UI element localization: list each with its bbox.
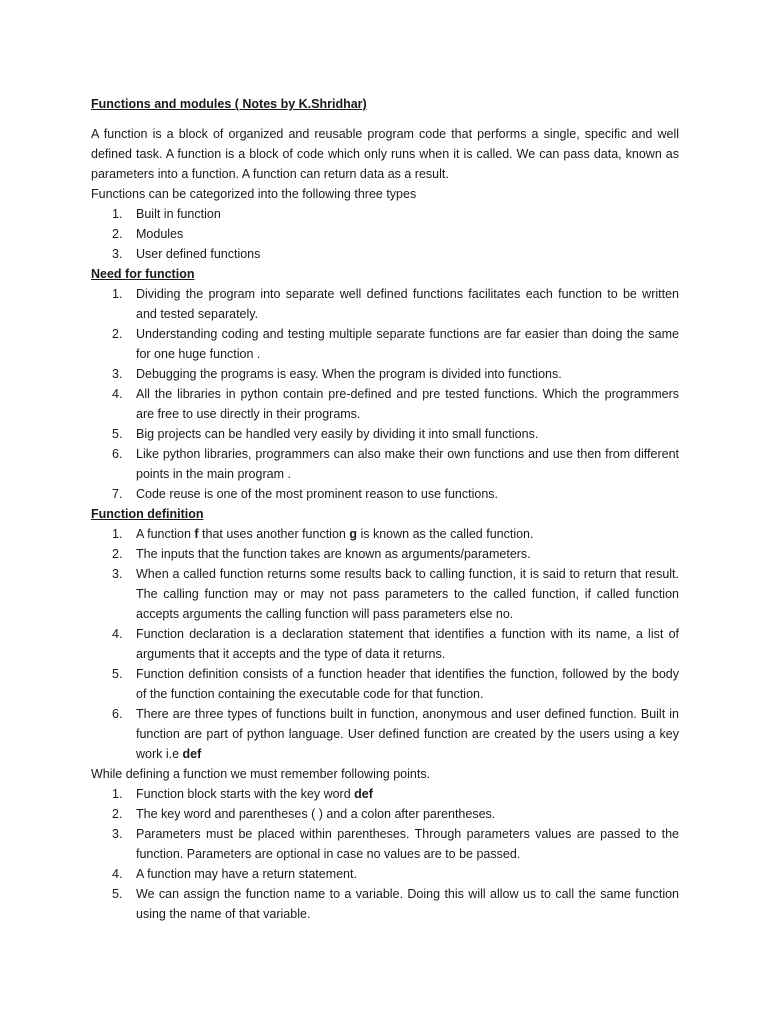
types-list <box>91 204 679 264</box>
list-item: 1. Built in function <box>112 207 221 221</box>
list-item: 3. User defined functions <box>112 247 261 261</box>
list-item: 4. A function may have a return statement. <box>112 867 357 881</box>
need-heading: Need for function <box>91 267 195 281</box>
list-item: 4. Function declaration is a declaration statement that identifies a function with its name, a list of arguments that it accepts and the type of data it returns. <box>112 627 679 661</box>
list-item: 6. Like python libraries, programmers can also make their own functions and use then from different points in the main program . <box>112 447 679 481</box>
need-list <box>91 284 679 504</box>
list-item: 7. Code reuse is one of the most prominent reason to use functions. <box>112 487 499 501</box>
list-item: 5. We can assign the function name to a variable. Doing this will allow us to call the same function using the name of that variable. <box>112 887 679 921</box>
list-item: 5. Function definition consists of a function header that identifies the function, followed by the body of the function containing the executable code for that function. <box>112 667 679 701</box>
list-item: 1. Dividing the program into separate well defined functions facilitates each function to be written and tested separately. <box>112 287 679 321</box>
types-intro: Functions can be categorized into the following three types <box>91 187 417 201</box>
list-item: 3. When a called function returns some results back to calling function, it is said to return that result. The calling function may or may not pass parameters to the called function, if called function accepts arguments the calling function will pass parameters else no. <box>112 567 679 621</box>
intro-paragraph: A function is a block of organized and reusable program code that performs a single, specific and well defined task. A function is a block of code which only runs when it is called. We can pass data, known as parameters into a function. A function can return data as a result. <box>91 127 679 181</box>
list-item: 4. All the libraries in python contain pre-defined and pre tested functions. Which the programmers are free to use directly in their programs. <box>112 387 679 421</box>
list-item: 1. Function block starts with the key word def <box>112 787 373 801</box>
definition-list <box>91 524 679 764</box>
list-item: 6. There are three types of functions built in function, anonymous and user defined function. Built in function are part of python language. User defined function are created by the users using a key work i.e def <box>112 707 679 761</box>
list-item: 1. A function f that uses another function g is known as the called function. <box>112 527 534 541</box>
list-item: 2. Understanding coding and testing multiple separate functions are far easier than doing the same for one huge function . <box>112 327 679 361</box>
list-item: 5. Big projects can be handled very easily by dividing it into small functions. <box>112 427 539 441</box>
document-page <box>91 94 679 924</box>
list-item: 3. Debugging the programs is easy. When the program is divided into functions. <box>112 367 562 381</box>
list-item: 3. Parameters must be placed within parentheses. Through parameters values are passed to the function. Parameters are optional in case no values are to be passed. <box>112 827 679 861</box>
document-title: Functions and modules ( Notes by K.Shridhar) <box>91 97 367 111</box>
points-intro: While defining a function we must remember following points. <box>91 767 431 781</box>
list-item: 2. The inputs that the function takes are known as arguments/parameters. <box>112 547 531 561</box>
list-item: 2. Modules <box>112 227 184 241</box>
list-item: 2. The key word and parentheses ( ) and a colon after parentheses. <box>112 807 496 821</box>
definition-heading: Function definition <box>91 507 204 521</box>
points-list <box>91 784 679 924</box>
